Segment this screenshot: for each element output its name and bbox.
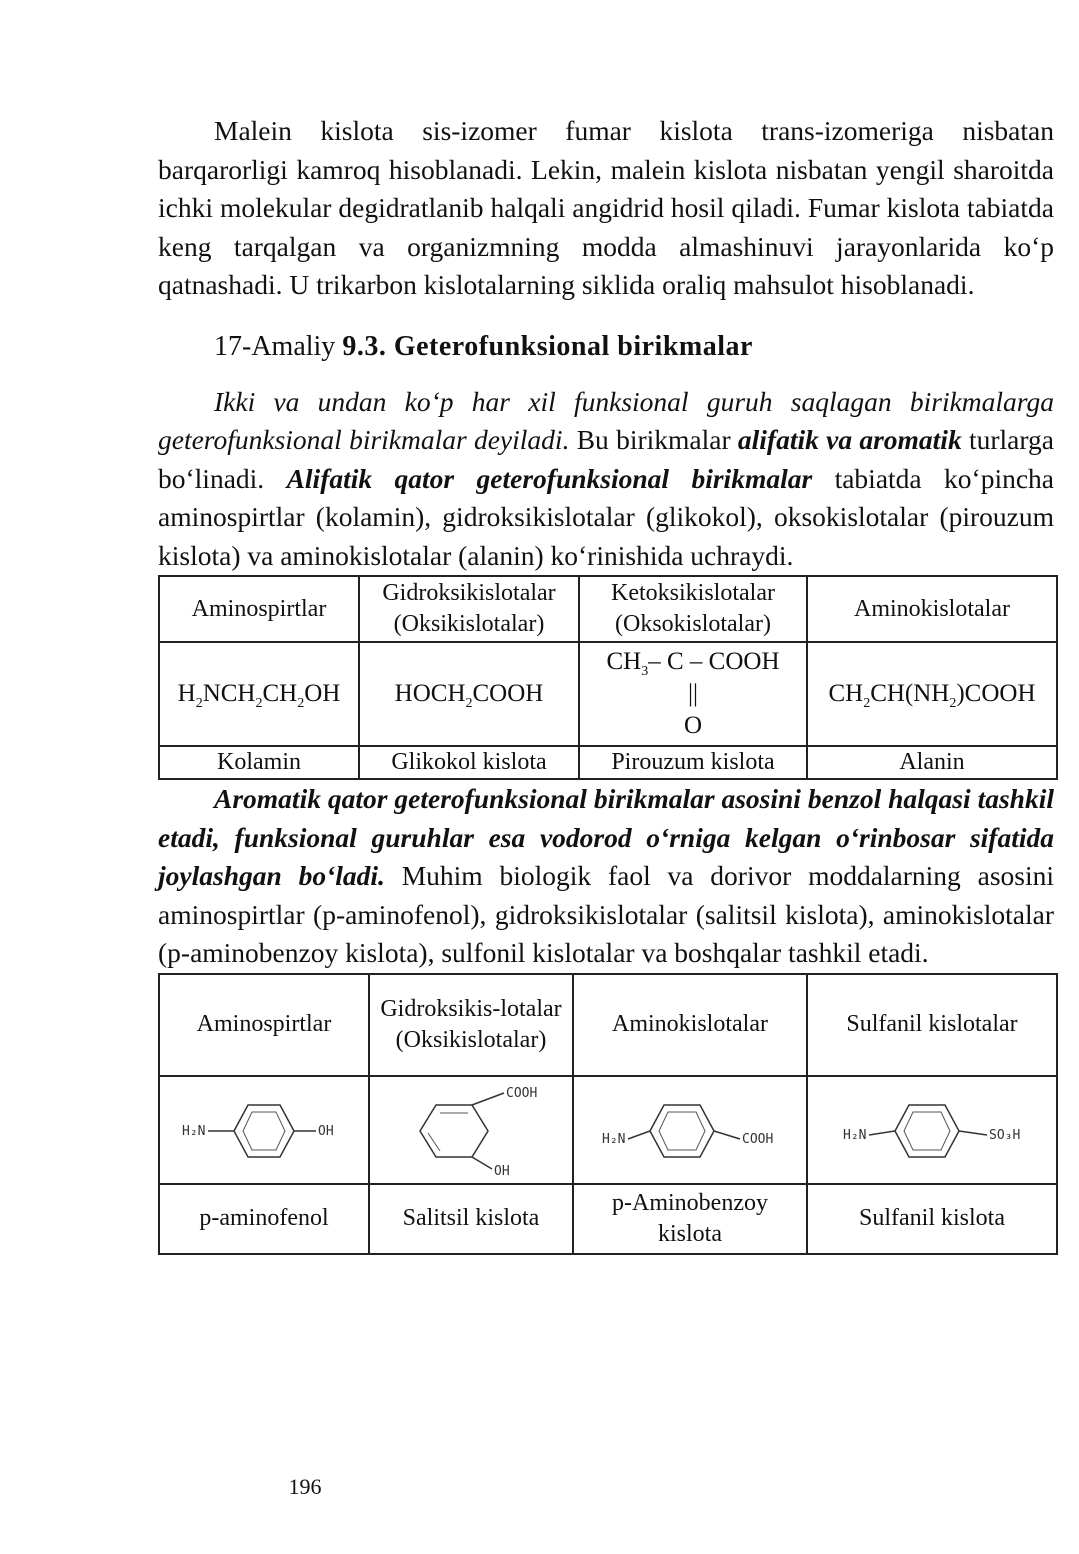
table-row [159, 642, 1057, 746]
svg-text:SO₃H: SO₃H [989, 1127, 1021, 1143]
structure-aminobenzoic [573, 1076, 807, 1184]
table-header-cell: Aminokislotalar [807, 576, 1057, 642]
definition-bold-2: Alifatik qator geterofunksional birikmalar [286, 462, 813, 494]
definition-italic: Ikki va undan ko‘p har xil funksional guruh saqlagan birikmalarga geterofunksional birikmalar deyiladi. [158, 385, 1054, 455]
table-header-cell: Sulfanil kislotalar [807, 974, 1057, 1076]
heading-number: 17-Amaliy [214, 330, 336, 362]
svg-text:H₂N: H₂N [843, 1127, 867, 1143]
svg-text:COOH: COOH [742, 1131, 774, 1147]
table-header-cell: Aminospirtlar [159, 974, 369, 1076]
table-name-cell: Kolamin [159, 746, 359, 779]
table-header-cell: Gidroksikis-lotalar (Oksikislotalar) [369, 974, 573, 1076]
heading-title: 9.3. Geterofunksional birikmalar [342, 330, 753, 362]
definition-text-2: turlarga bo‘linadi. [158, 424, 1054, 494]
page-content [158, 112, 1054, 1255]
paragraph-malein: Malein kislota sis-izomer fumar kislota trans-izomeriga nisbatan barqarorligi kamroq hisoblanadi. Lekin, malein kislota nisbatan yengil sharoitda ichki molekular degidratlanib halqali angidrid hosil qiladi. Fumar kislota tabiatda keng tarqalgan va organizmning modda almashinuvi jarayonlarida ko‘p qatnashadi. U trikarbon kislotalarning siklida oraliq mahsulot hisoblanadi. [158, 115, 1054, 300]
sulfanilic-structure [817, 1085, 1047, 1175]
formula-glikokol: $HOCH_2COOH$ [359, 642, 579, 746]
paragraph-aromatic [158, 780, 1054, 973]
svg-text:OH: OH [494, 1163, 510, 1177]
formula-kolamin: $H_2NCH_2CH_2OH$ [159, 642, 359, 746]
table-row [159, 576, 1057, 642]
aminophenol-structure [164, 1085, 364, 1175]
aromatic-text: Muhim biologik faol va dorivor moddalarning asosini aminospirtlar (p-aminofenol), gidroksikislotalar (salitsil kislota), aminokislotalar (p-aminobenzoy kislota), sulfonil kislotalar va boshqalar tashkil etadi. [158, 860, 1055, 968]
aromatic-bold: Aromatik qator geterofunksional birikmalar asosini benzol halqasi tashkil etadi, funksional guruhlar esa vodorod o‘rniga kelgan o‘rinbosar sifatida joylashgan bo‘ladi. [158, 783, 1054, 891]
formula-pirouzum: $CH_3-$ C – COOH || O [579, 642, 807, 746]
table-name-cell: Salitsil kislota [369, 1184, 573, 1254]
table-name-cell: Glikokol kislota [359, 746, 579, 779]
svg-text:H₂N: H₂N [182, 1123, 206, 1139]
table-name-cell: Pirouzum kislota [579, 746, 807, 779]
aminobenzoic-structure [580, 1085, 800, 1175]
section-heading [158, 327, 1054, 367]
table-header-cell: Ketoksikislotalar (Oksokislotalar) [579, 576, 807, 642]
aliphatic-table [158, 575, 1058, 780]
table-header-cell: Gidroksikislotalar (Oksikislotalar) [359, 576, 579, 642]
table-header-cell: Aminokislotalar [573, 974, 807, 1076]
definition-text-1: Bu birikmalar [569, 424, 738, 455]
table-header-cell: Aminospirtlar [159, 576, 359, 642]
paragraph-definition [158, 383, 1054, 576]
svg-text:OH: OH [318, 1123, 334, 1139]
table-row [159, 974, 1057, 1076]
aromatic-table [158, 973, 1058, 1255]
page-number: 196 [288, 1474, 322, 1499]
table-name-cell: Alanin [807, 746, 1057, 779]
definition-text-3: tabiatda ko‘pincha aminospirtlar (kolamin), gidroksikislotalar (glikokol), oksokislotalar (pirouzum kislota) va aminokislotalar (alanin) ko‘rinishida uchraydi. [158, 462, 1054, 571]
formula-alanin: $CH_2CH(NH_2)COOH$ [807, 642, 1057, 746]
table-name-cell: Sulfanil kislota [807, 1184, 1057, 1254]
structure-sulfanilic [807, 1076, 1057, 1184]
table-row [159, 1184, 1057, 1254]
table-name-cell: p-Aminobenzoy kislota [573, 1184, 807, 1254]
table-row [159, 746, 1057, 779]
svg-text:COOH: COOH [506, 1085, 538, 1101]
structure-aminophenol [159, 1076, 369, 1184]
structure-salicylic [369, 1076, 573, 1184]
definition-bold-1: alifatik va aromatik [737, 424, 962, 455]
svg-text:H₂N: H₂N [602, 1131, 626, 1147]
table-row [159, 1076, 1057, 1184]
salicylic-structure [376, 1083, 566, 1177]
table-name-cell: p-aminofenol [159, 1184, 369, 1254]
